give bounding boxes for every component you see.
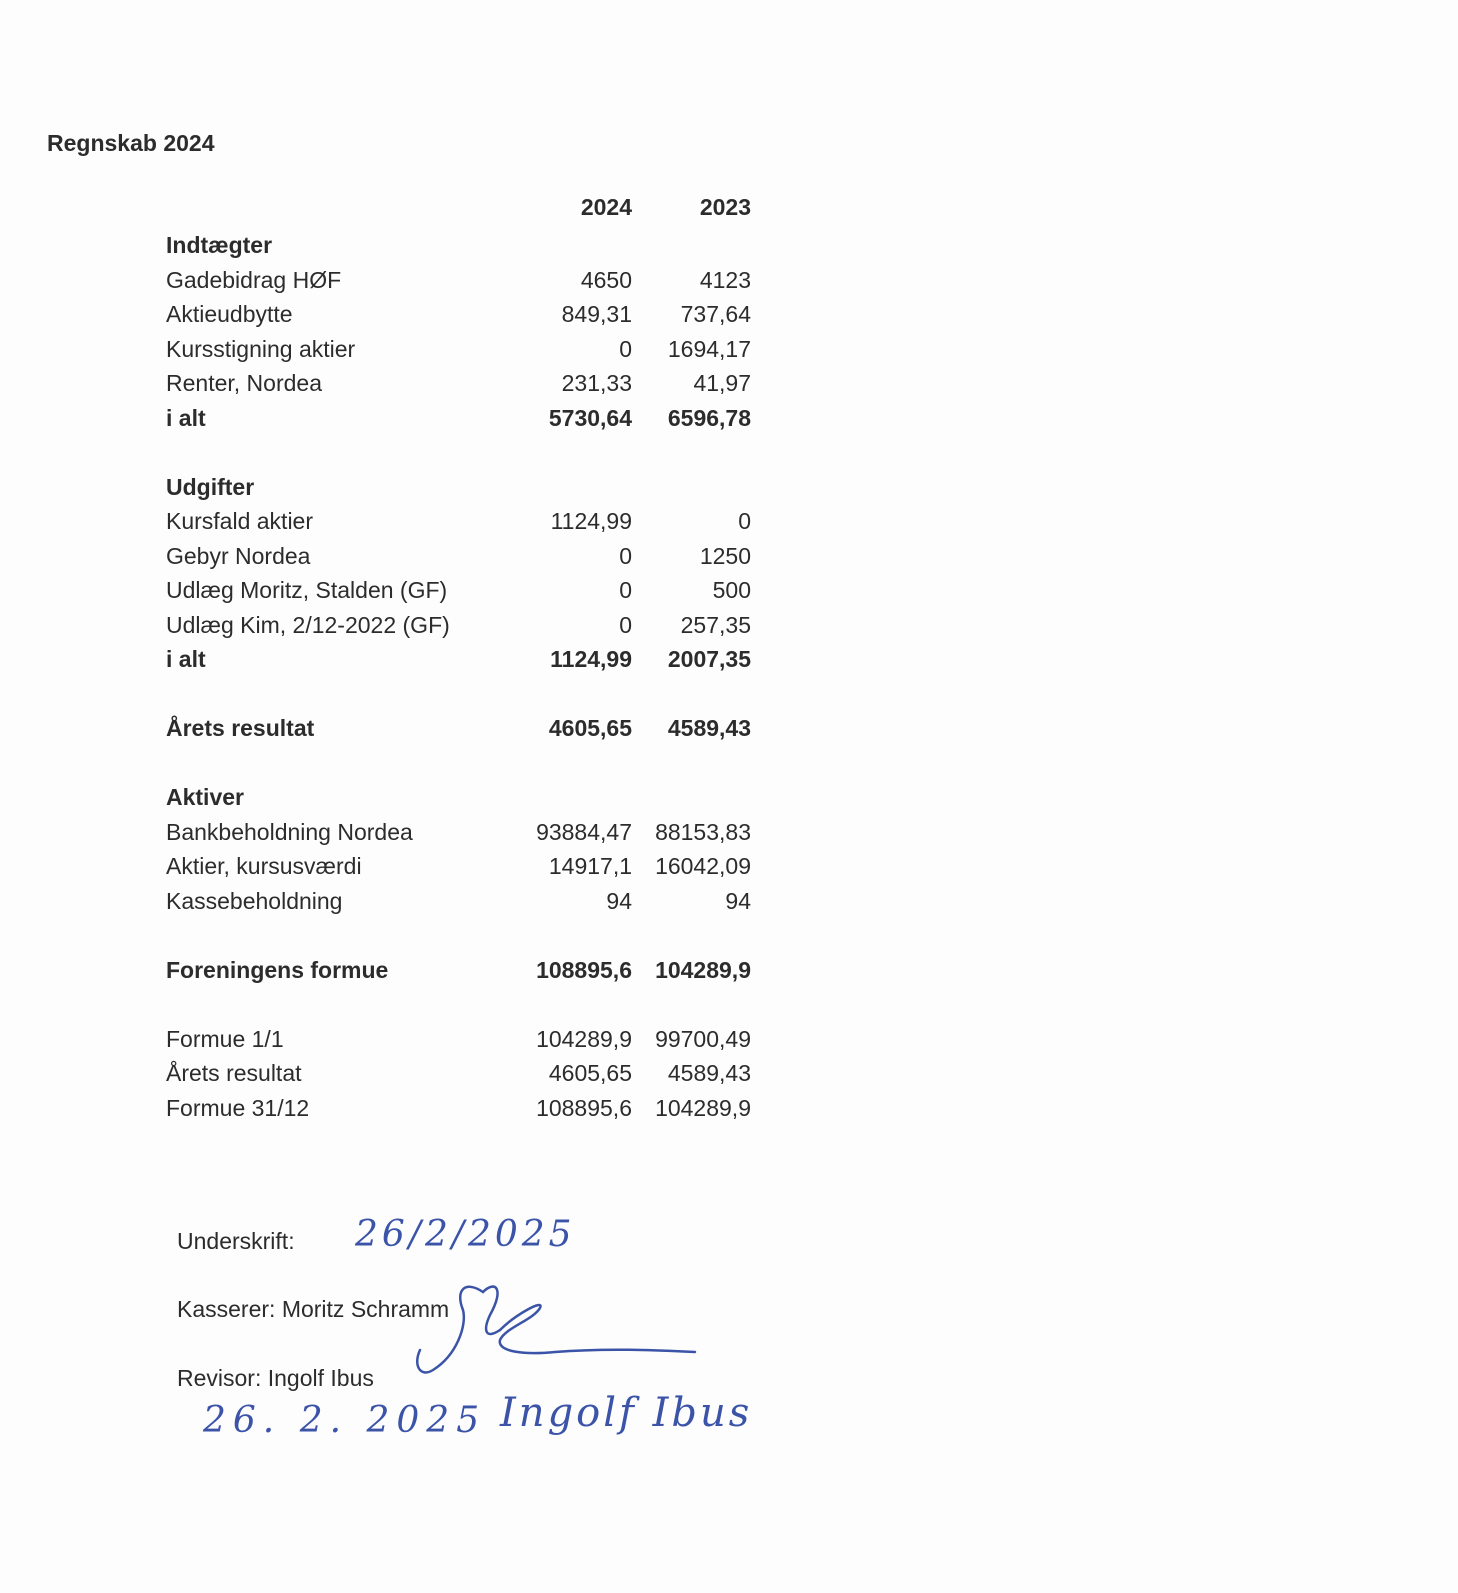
row-label: Gadebidrag HØF (166, 266, 342, 293)
section-heading-aktiver (166, 780, 766, 815)
value-2024: 93884,47 (536, 818, 632, 845)
section-spacer (166, 987, 766, 1022)
value-2023: 1250 (699, 542, 751, 569)
value-2023: 88153,83 (655, 818, 751, 845)
document-title: Regnskab 2024 (47, 130, 215, 156)
table-row (166, 332, 766, 367)
table-row (166, 608, 766, 643)
value-2023: 16042,09 (655, 853, 751, 879)
value-2024: 1124,99 (550, 508, 632, 534)
section-spacer (166, 677, 766, 712)
total-2024: 5730,64 (548, 404, 632, 431)
result-2023: 4589,43 (667, 715, 751, 741)
handwritten-date-revisor: 26. 2. 2025 (203, 1400, 487, 1441)
table-row (166, 297, 766, 332)
ledger-table (166, 190, 766, 1125)
table-row (166, 1022, 766, 1057)
table-row (166, 1091, 766, 1126)
total-2023: 2007,35 (667, 646, 751, 672)
value-2024: 4605,65 (548, 1060, 632, 1086)
formue-row (166, 953, 766, 988)
row-label: Kursfald aktier (166, 508, 314, 534)
table-row (166, 884, 766, 919)
row-label: Aktier, kursusværdi (166, 853, 362, 879)
section-heading-label: Aktiver (166, 784, 244, 810)
row-label: Aktieudbytte (166, 301, 293, 327)
value-2023: 0 (738, 508, 751, 534)
formue-2023: 104289,9 (655, 956, 751, 983)
revisor-signature: Ingolf Ibus (500, 1390, 753, 1436)
column-header-2024: 2024 (580, 194, 632, 220)
handwritten-date-underskrift: 26/2/2025 (355, 1214, 576, 1255)
row-label: Gebyr Nordea (166, 542, 311, 569)
column-header-row (166, 190, 766, 228)
table-row (166, 539, 766, 574)
revisor-label: Revisor: Ingolf Ibus (177, 1365, 374, 1391)
result-2024: 4605,65 (548, 715, 632, 741)
value-2024: 14917,1 (548, 853, 632, 879)
total-2024: 1124,99 (550, 646, 632, 672)
kasserer-label: Kasserer: Moritz Schramm (177, 1296, 450, 1322)
value-2024: 849,31 (561, 301, 632, 327)
value-2024: 94 (606, 887, 632, 914)
value-2023: 94 (725, 887, 751, 914)
value-2023: 4123 (699, 266, 751, 293)
column-header-2023: 2023 (699, 194, 751, 220)
value-2023: 4589,43 (667, 1060, 751, 1086)
value-2024: 4650 (580, 266, 632, 293)
value-2024: 108895,6 (536, 1094, 632, 1121)
value-2023: 737,64 (680, 301, 751, 327)
row-label: Bankbeholdning Nordea (166, 818, 413, 845)
row-label: Årets resultat (166, 1060, 302, 1086)
row-label: Renter, Nordea (166, 370, 322, 396)
row-label: Kassebeholdning (166, 887, 343, 914)
value-2024: 0 (619, 577, 632, 603)
row-label: Formue 1/1 (166, 1025, 284, 1052)
table-row (166, 849, 766, 884)
underskrift-label: Underskrift: (177, 1228, 295, 1254)
section-heading-indtaegter (166, 228, 766, 263)
total-label: i alt (166, 404, 206, 431)
row-label: Udlæg Kim, 2/12-2022 (GF) (166, 611, 450, 638)
table-row (166, 366, 766, 401)
kasserer-signature (405, 1270, 705, 1380)
value-2023: 1694,17 (667, 335, 751, 362)
section-heading-label: Indtægter (166, 232, 273, 258)
section-heading-label: Udgifter (166, 473, 255, 500)
total-label: i alt (166, 646, 206, 672)
result-row (166, 711, 766, 746)
total-row-indtaegter (166, 401, 766, 436)
table-row (166, 1056, 766, 1091)
value-2023: 500 (712, 577, 751, 603)
formue-label: Foreningens formue (166, 956, 389, 983)
row-label: Formue 31/12 (166, 1094, 310, 1121)
table-row (166, 573, 766, 608)
section-spacer (166, 918, 766, 953)
result-label: Årets resultat (166, 715, 315, 741)
value-2023: 99700,49 (655, 1025, 751, 1052)
total-row-udgifter (166, 642, 766, 677)
value-2024: 0 (619, 542, 632, 569)
table-row (166, 504, 766, 539)
formue-2024: 108895,6 (536, 956, 632, 983)
section-spacer (166, 435, 766, 470)
value-2024: 231,33 (561, 370, 632, 396)
section-spacer (166, 746, 766, 781)
value-2023: 41,97 (693, 370, 751, 396)
value-2024: 0 (619, 335, 632, 362)
value-2024: 0 (619, 611, 632, 638)
row-label: Kursstigning aktier (166, 335, 356, 362)
total-2023: 6596,78 (667, 404, 751, 431)
value-2023: 257,35 (680, 611, 751, 638)
row-label: Udlæg Moritz, Stalden (GF) (166, 577, 448, 603)
table-row (166, 815, 766, 850)
table-row (166, 263, 766, 298)
value-2023: 104289,9 (655, 1094, 751, 1121)
section-heading-udgifter (166, 470, 766, 505)
value-2024: 104289,9 (536, 1025, 632, 1052)
